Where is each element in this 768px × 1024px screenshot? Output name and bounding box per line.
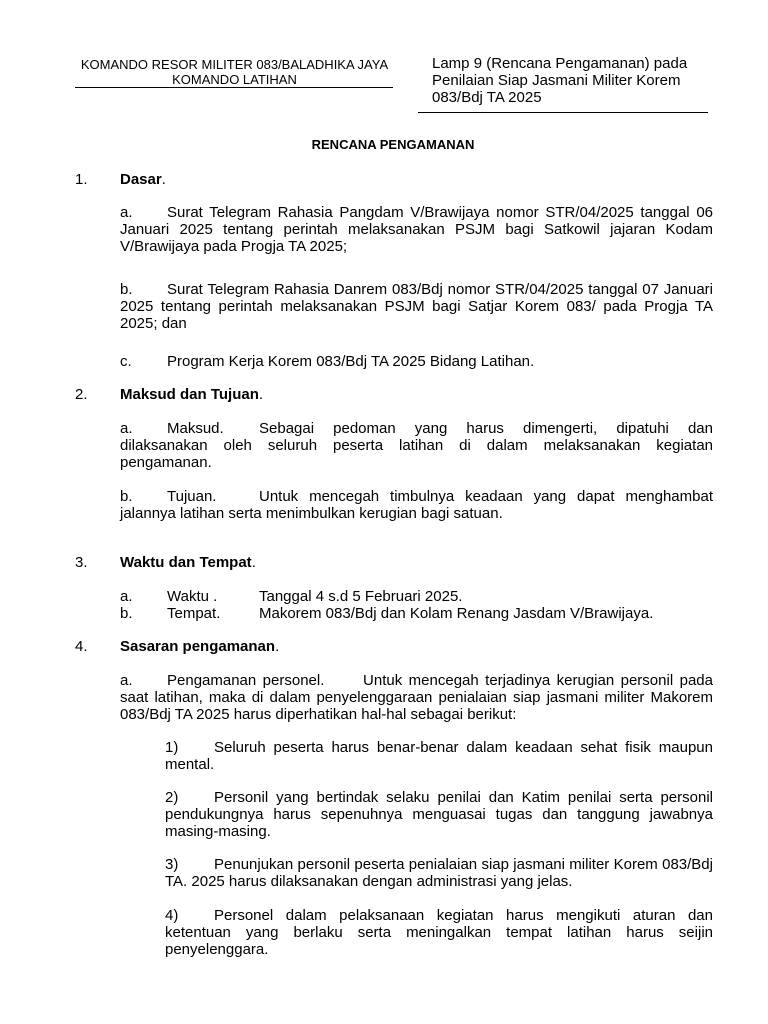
section-1-heading: Dasar.	[120, 171, 166, 188]
section-4-subitem-2: 2) Personil yang bertindak selaku penilai dan Katim penilai serta personil pendukungnya harus sepenuhnya menguasai tugas dan tanggung jawabnya masing-masing.	[165, 789, 713, 840]
header-left-line1: KOMANDO RESOR MILITER 083/BALADHIKA JAYA	[80, 57, 389, 72]
document-title: RENCANA PENGAMANAN	[311, 137, 475, 152]
section-4-number: 4.	[75, 638, 88, 655]
header-left-line2: KOMANDO LATIHAN	[172, 72, 297, 87]
section-4-item-a: a. Pengamanan personel. Untuk mencegah terjadinya kerugian personil pada saat latihan, maka di dalam penyelenggaraan penialaian siap jasmani militer Makorem 083/Bdj TA 2025 harus diperhatikan hal-hal sebagai berikut:	[120, 672, 713, 723]
section-4-heading: Sasaran pengamanan.	[120, 638, 280, 655]
section-2-number: 2.	[75, 386, 88, 403]
section-3-heading: Waktu dan Tempat.	[120, 554, 256, 571]
section-4-subitem-3: 3) Penunjukan personil peserta penialaian siap jasmani militer Korem 083/Bdj TA. 2025 harus dilaksanakan dengan administrasi yang jelas.	[165, 856, 713, 890]
section-1-item-b: b. Surat Telegram Rahasia Danrem 083/Bdj nomor STR/04/2025 tanggal 07 Januari 2025 tentang perintah melaksanakan PSJM bagi Satjar Korem 083/ pada Progja TA 2025; dan	[120, 281, 713, 332]
section-3-number: 3.	[75, 554, 88, 571]
header-left	[62, 57, 407, 87]
header-right: Lamp 9 (Rencana Pengamanan) pada Penilaian Siap Jasmani Militer Korem 083/Bdj TA 2025	[432, 55, 688, 106]
section-4-subitem-1: 1) Seluruh peserta harus benar-benar dalam keadaan sehat fisik maupun mental.	[165, 739, 713, 773]
section-2-item-b: b. Tujuan. Untuk mencegah timbulnya keadaan yang dapat menghambat jalannya latihan serta menimbulkan kerugian bagi satuan.	[120, 488, 713, 522]
section-2-item-a: a. Maksud. Sebagai pedoman yang harus dimengerti, dipatuhi dan dilaksanakan oleh seluruh peserta latihan di dalam melaksanakan kegiatan pengamanan.	[120, 420, 713, 471]
section-1-item-a: a. Surat Telegram Rahasia Pangdam V/Brawijaya nomor STR/04/2025 tanggal 06 Januari 2025 tentang perintah melaksanakan PSJM bagi Satkowil jajaran Kodam V/Brawijaya pada Progja TA 2025;	[120, 204, 713, 255]
section-1-number: 1.	[75, 171, 88, 188]
section-2-heading: Maksud dan Tujuan.	[120, 386, 264, 403]
section-3-item-b: b. Tempat. Makorem 083/Bdj dan Kolam Renang Jasdam V/Brawijaya.	[120, 605, 654, 622]
section-4-subitem-4: 4) Personel dalam pelaksanaan kegiatan harus mengikuti aturan dan ketentuan yang berlaku serta meningalkan tempat latihan harus seijin penyelenggara.	[165, 907, 713, 958]
section-3-item-a: a. Waktu . Tanggal 4 s.d 5 Februari 2025.	[120, 588, 463, 605]
section-1-item-c: c. Program Kerja Korem 083/Bdj TA 2025 Bidang Latihan.	[120, 353, 535, 370]
header-right-underline	[418, 112, 708, 113]
header-left-underline	[75, 87, 393, 88]
